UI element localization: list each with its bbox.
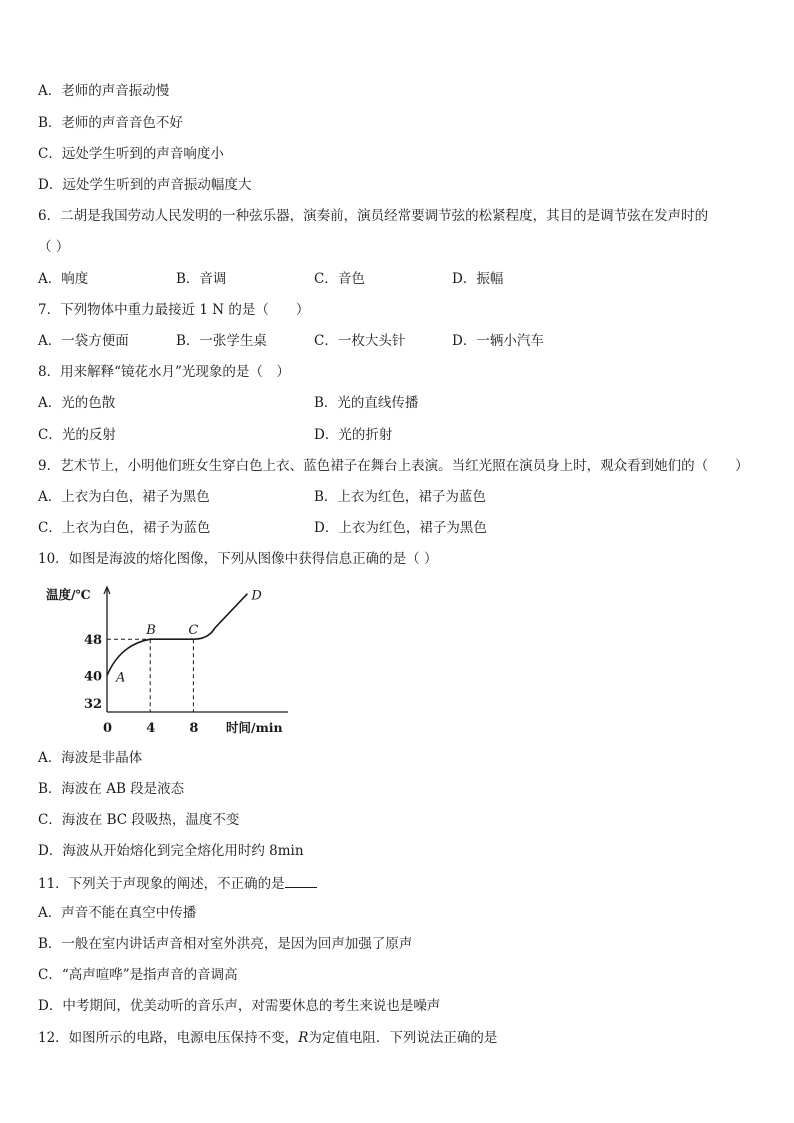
q7-option-c: C．一枚大头针 (314, 333, 406, 349)
x-tick-0: 0 (103, 721, 113, 736)
q5-option-a: A．老师的声音振动慢 (38, 83, 170, 99)
graph-labels (46, 587, 283, 736)
q9-option-c: C．上衣为白色，裙子为蓝色 (38, 520, 211, 536)
q9-stem: 9．艺术节上，小明他们班女生穿白色上衣、蓝色裙子在舞台上表演。当红光照在演员身上时，观众看到她们的（ ） (38, 458, 749, 474)
point-label-d: D (251, 588, 262, 604)
q12-stem-part-a: 12．如图所示的电路，电源电压保持不变， (38, 1030, 299, 1046)
q11-stem (38, 873, 317, 893)
y-tick-40: 40 (84, 669, 103, 685)
q11-option-a: A．声音不能在真空中传播 (38, 905, 197, 921)
melting-graph (40, 582, 300, 742)
q6-stem: 6．二胡是我国劳动人民发明的一种弦乐器，演奏前，演员经常要调节弦的松紧程度，其目的是调节弦在发声时的 (38, 208, 709, 224)
q7-option-b: B．一张学生桌 (176, 333, 267, 349)
q12-stem-r: R (298, 1030, 309, 1046)
q6-option-d: D．振幅 (452, 271, 504, 287)
point-label-a: A (116, 670, 126, 686)
q11-option-b: B．一般在室内讲话声音相对室外洪亮，是因为回声加强了原声 (38, 936, 413, 952)
q5-option-b: B．老师的声音音色不好 (38, 115, 183, 131)
q8-option-d: D．光的折射 (314, 427, 393, 443)
y-axis-label: 温度/℃ (46, 587, 91, 602)
y-tick-48: 48 (84, 633, 103, 649)
q9-option-a: A．上衣为白色，裙子为黑色 (38, 489, 210, 505)
q5-option-c: C．远处学生听到的声音响度小 (38, 146, 224, 162)
temperature-curve (107, 594, 247, 676)
point-label-b: B (146, 623, 156, 639)
q12-stem (38, 1029, 497, 1047)
q8-stem: 8．用来解释“镜花水月”光现象的是（ ） (38, 364, 290, 380)
q6-option-b: B．音调 (176, 271, 227, 287)
x-tick-8: 8 (189, 721, 199, 736)
point-label-c: C (188, 623, 199, 639)
q11-option-d: D．中考期间，优美动听的音乐声，对需要休息的考生来说也是噪声 (38, 998, 441, 1014)
q10-option-d: D．海波从开始熔化到完全熔化用时约 8min (38, 843, 304, 859)
answer-blank (285, 873, 317, 888)
q10-option-a: A．海波是非晶体 (38, 750, 143, 766)
graph-axes (104, 587, 288, 712)
q12-stem-part-b: 为定值电阻．下列说法正确的是 (308, 1030, 498, 1046)
x-tick-4: 4 (146, 721, 156, 736)
q11-stem-text: 11．下列关于声现象的阐述，不正确的是 (38, 876, 285, 892)
q6-option-c: C．音色 (314, 271, 365, 287)
q7-option-a: A．一袋方便面 (38, 333, 129, 349)
q10-stem: 10．如图是海波的熔化图像，下列从图像中获得信息正确的是（ ） (38, 551, 438, 567)
x-axis-label: 时间/min (226, 720, 283, 735)
q8-option-a: A．光的色散 (38, 395, 116, 411)
graph-curve (107, 594, 247, 676)
q7-stem: 7．下列物体中重力最接近 1 N 的是（ ） (38, 302, 310, 318)
q9-option-b: B．上衣为红色，裙子为蓝色 (314, 489, 486, 505)
q9-option-d: D．上衣为红色，裙子为黑色 (314, 520, 487, 536)
q8-option-b: B．光的直线传播 (314, 395, 419, 411)
q6-option-a: A．响度 (38, 271, 89, 287)
q5-option-d: D．远处学生听到的声音振动幅度大 (38, 177, 252, 193)
q6-stem-paren: （ ） (38, 239, 70, 255)
q8-option-c: C．光的反射 (38, 427, 116, 443)
q7-option-d: D．一辆小汽车 (452, 333, 544, 349)
q11-option-c: C．“高声喧哗”是指声音的音调高 (38, 967, 238, 983)
q10-option-b: B．海波在 AB 段是液态 (38, 781, 185, 797)
q10-option-c: C．海波在 BC 段吸热，温度不变 (38, 812, 240, 828)
y-tick-32: 32 (84, 697, 103, 712)
